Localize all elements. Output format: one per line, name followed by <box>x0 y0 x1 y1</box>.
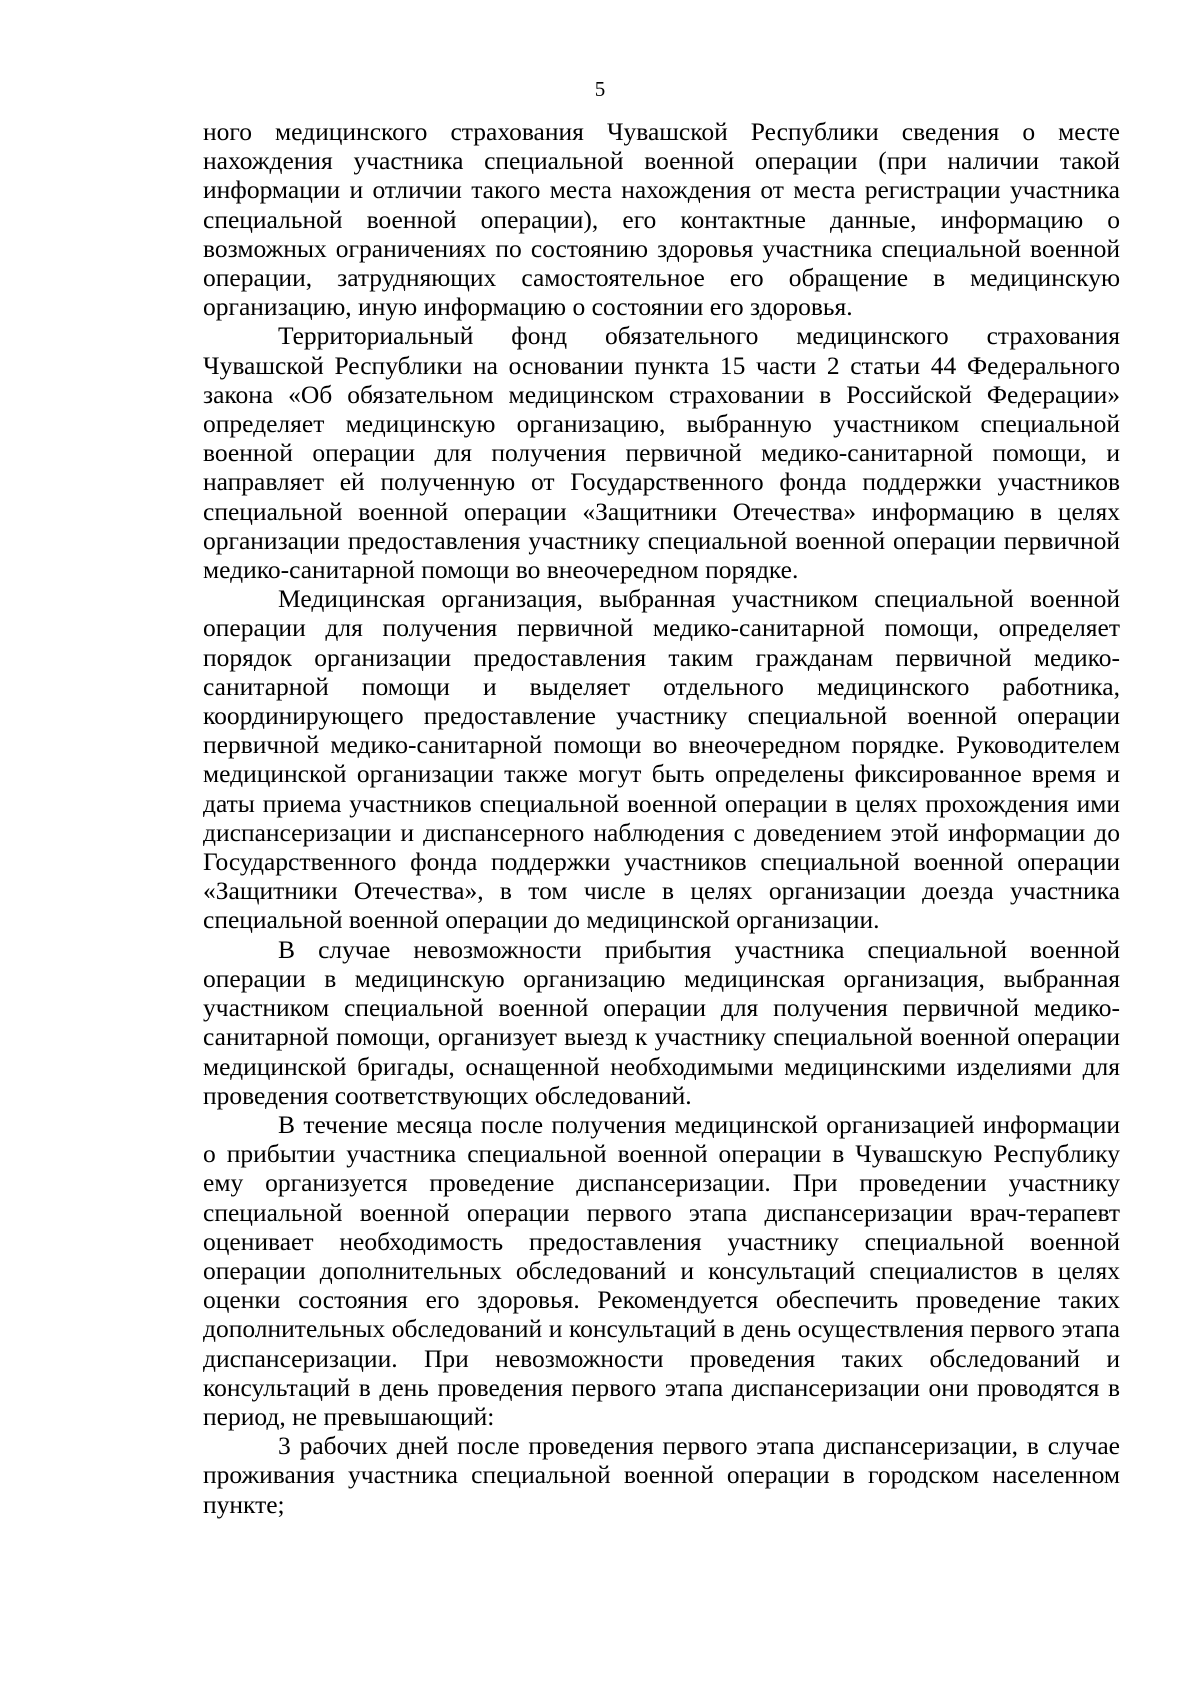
paragraph-continuation: ного медицинского страхования Чувашской Республики сведения о месте нахождения участника специальной военной операции (при наличии такой информации и отличии такого места нахождения от места регистрации участника специальной военной операции), его контактные данные, информацию о возможных ограничениях по состоянию здоровья участника специальной военной операции, затрудняющих самостоятельное его обращение в медицинскую организацию, иную информацию о состоянии его здоровья. <box>203 117 1120 322</box>
paragraph-home-visit: В случае невозможности прибытия участника специальной военной операции в медицинскую организацию медицинская организация, выбранная участником специальной военной операции для получения первичной медико-санитарной помощи, организует выезд к участнику специальной военной операции медицинской бригады, оснащенной необходимыми медицинскими изделиями для проведения соответствующих обследований. <box>203 934 1120 1110</box>
paragraph-territorial-fund: Территориальный фонд обязательного медицинского страхования Чувашской Республики на основании пункта 15 части 2 статьи 44 Федерального закона «Об обязательном медицинском страховании в Российской Федерации» определяет медицинскую организацию, выбранную участником специальной военной операции для получения первичной медико-санитарной помощи, и направляет ей полученную от Государственного фонда поддержки участников специальной военной операции «Защитники Отечества» информацию в целях организации предоставления участнику специальной военной операции первичной медико-санитарной помощи во внеочередном порядке. <box>203 321 1120 585</box>
paragraph-medical-organization: Медицинская организация, выбранная участником специальной военной операции для получения первичной медико-санитарной помощи, определяет порядок организации предоставления таким гражданам первичной медико-санитарной помощи и выделяет отдельного медицинского работника, координирующего предоставление участнику специальной военной операции первичной медико-санитарной помощи во внеочередном порядке. Руководителем медицинской организации также могут быть определены фиксированное время и даты приема участников специальной военной операции в целях прохождения ими диспансеризации и диспансерного наблюдения с доведением этой информации до Государственного фонда поддержки участников специальной военной операции «Защитники Отечества», в том числе в целях организации доезда участника специальной военной операции до медицинской организации. <box>203 584 1120 935</box>
paragraph-dispensary-examination: В течение месяца после получения медицинской организацией информации о прибытии участника специальной военной операции в Чувашскую Республику ему организуется проведение диспансеризации. При проведении участнику специальной военной операции первого этапа диспансеризации врач-терапевт оценивает необходимость предоставления участнику специальной военной операции дополнительных обследований и консультаций специалистов в целях оценки состояния его здоровья. Рекомендуется обеспечить проведение таких дополнительных обследований и консультаций в день осуществления первого этапа диспансеризации. При невозможности проведения таких обследований и консультаций в день проведения первого этапа диспансеризации они проводятся в период, не превышающий: <box>203 1109 1120 1431</box>
document-body <box>203 117 1120 1519</box>
page-number: 5 <box>594 77 606 101</box>
paragraph-urban-deadline: 3 рабочих дней после проведения первого этапа диспансеризации, в случае проживания участника специальной военной операции в городском населенном пункте; <box>203 1431 1120 1519</box>
